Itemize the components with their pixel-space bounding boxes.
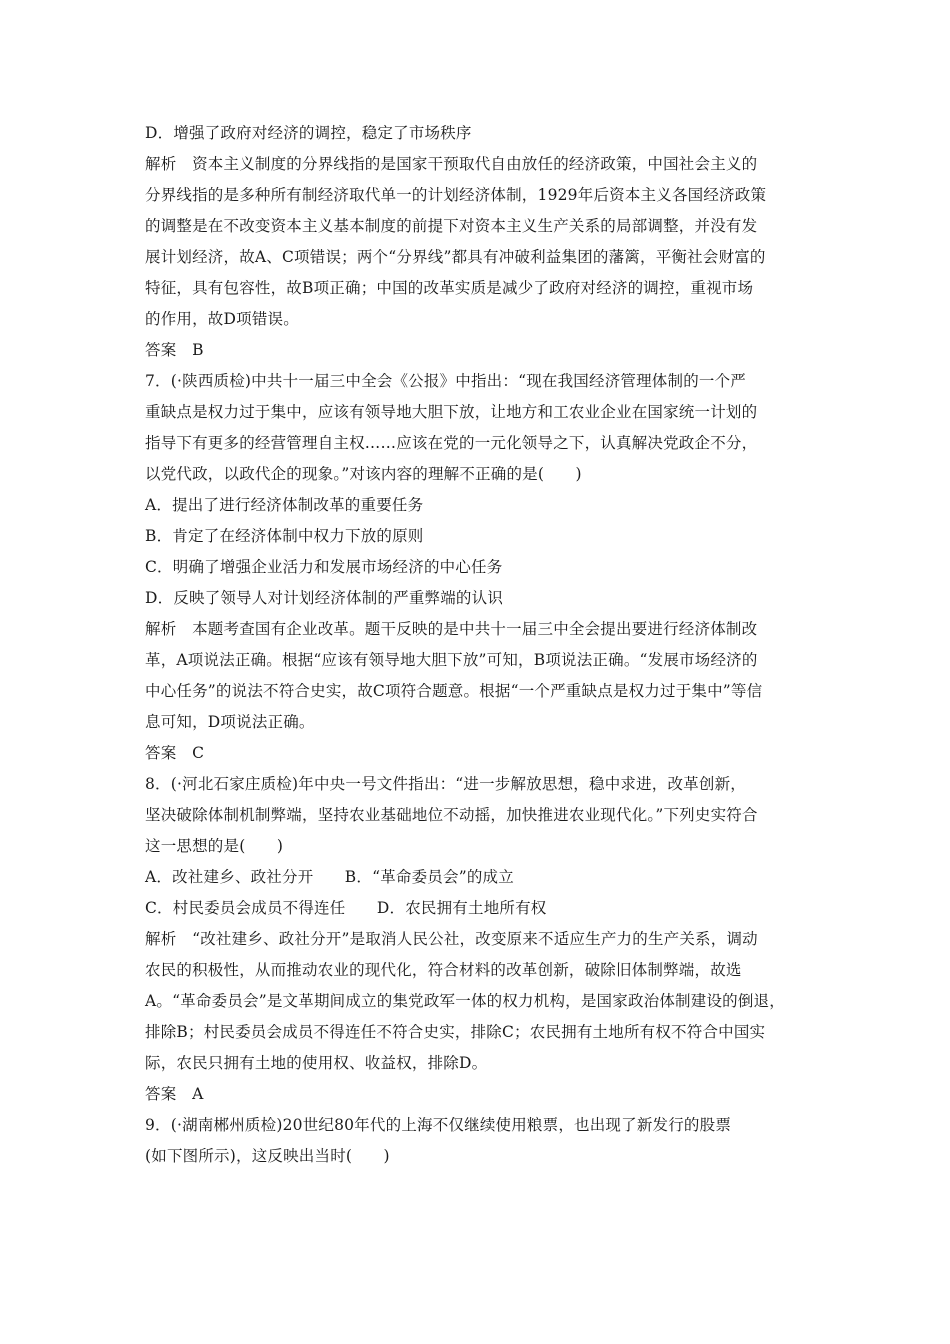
question-8-line-1: 8．(·河北石家庄质检)年中央一号文件指出：“进一步解放思想，稳中求进，改革创新， [145, 775, 747, 793]
answer-q7: 答案 C [145, 744, 205, 762]
analysis-q7-line-3: 中心任务”的说法不符合史实，故C项符合题意。根据“一个严重缺点是权力过于集中”等信 [145, 682, 763, 700]
analysis-q8-line-2: 农民的积极性，从而推动农业的现代化，符合材料的改革创新，破除旧体制弊端，故选 [145, 961, 742, 979]
option-c-q7: C．明确了增强企业活力和发展市场经济的中心任务 [145, 558, 503, 576]
question-7-line-2: 重缺点是权力过于集中，应该有领导地大胆下放，让地方和工农业企业在国家统一计划的 [145, 403, 758, 421]
question-7-line-3: 指导下有更多的经营管理自主权……应该在党的一元化领导之下，认真解决党政企不分， [145, 434, 758, 452]
analysis-q8-line-3: A。“革命委员会”是文革期间成立的集党政军一体的权力机构，是国家政治体制建设的倒退， [145, 992, 785, 1010]
question-8-line-3: 这一思想的是( ) [145, 837, 284, 855]
analysis-q8-line-1: 解析 “改社建乡、政社分开”是取消人民公社，改变原来不适应生产力的生产关系，调动 [145, 930, 758, 948]
analysis-q8-line-5: 际，农民只拥有土地的使用权、收益权，排除D。 [145, 1054, 488, 1072]
answer-q8: 答案 A [145, 1085, 204, 1103]
analysis-q7-line-1: 解析 本题考查国有企业改革。题干反映的是中共十一届三中全会提出要进行经济体制改 [145, 620, 758, 638]
analysis-q6-line-5: 特征，具有包容性，故B项正确；中国的改革实质是减少了政府对经济的调控，重视市场 [145, 279, 754, 297]
analysis-q8-line-4: 排除B；村民委员会成员不得连任不符合史实，排除C；农民拥有土地所有权不符合中国实 [145, 1023, 766, 1041]
question-7-line-4: 以党代政，以政代企的现象。”对该内容的理解不正确的是( ) [145, 465, 582, 483]
analysis-q6-line-4: 展计划经济，故A、C项错误；两个“分界线”都具有冲破利益集团的藩篱，平衡社会财富的 [145, 248, 766, 266]
option-a-q7: A．提出了进行经济体制改革的重要任务 [145, 496, 424, 514]
analysis-q6-line-6: 的作用，故D项错误。 [145, 310, 299, 328]
analysis-q7-line-4: 息可知，D项说法正确。 [145, 713, 315, 731]
option-d-q7: D．反映了领导人对计划经济体制的严重弊端的认识 [145, 589, 504, 607]
question-9-line-1: 9．(·湖南郴州质检)20世纪80年代的上海不仅继续使用粮票，也出现了新发行的股票 [145, 1116, 732, 1134]
option-b-q7: B．肯定了在经济体制中权力下放的原则 [145, 527, 424, 545]
options-cd-q8: C．村民委员会成员不得连任 D．农民拥有土地所有权 [145, 899, 547, 917]
analysis-q7-line-2: 革，A项说法正确。根据“应该有领导地大胆下放”可知，B项说法正确。“发展市场经济的 [145, 651, 758, 669]
question-8-line-2: 坚决破除体制机制弊端，坚持农业基础地位不动摇，加快推进农业现代化。”下列史实符合 [145, 806, 758, 824]
question-9-line-2: (如下图所示)，这反映出当时( ) [145, 1147, 390, 1165]
answer-q6: 答案 B [145, 341, 204, 359]
question-7-line-1: 7．(·陕西质检)中共十一届三中全会《公报》中指出：“现在我国经济管理体制的一个严 [145, 372, 747, 390]
options-ab-q8: A．改社建乡、政社分开 B．“革命委员会”的成立 [145, 868, 514, 886]
analysis-q6-line-1: 解析 资本主义制度的分界线指的是国家干预取代自由放任的经济政策，中国社会主义的 [145, 155, 758, 173]
analysis-q6-line-2: 分界线指的是多种所有制经济取代单一的计划经济体制，1929年后资本主义各国经济政策 [145, 186, 767, 204]
document-body [145, 118, 815, 1172]
option-d-q6: D．增强了政府对经济的调控，稳定了市场秩序 [145, 124, 472, 142]
analysis-q6-line-3: 的调整是在不改变资本主义基本制度的前提下对资本主义生产关系的局部调整，并没有发 [145, 217, 758, 235]
